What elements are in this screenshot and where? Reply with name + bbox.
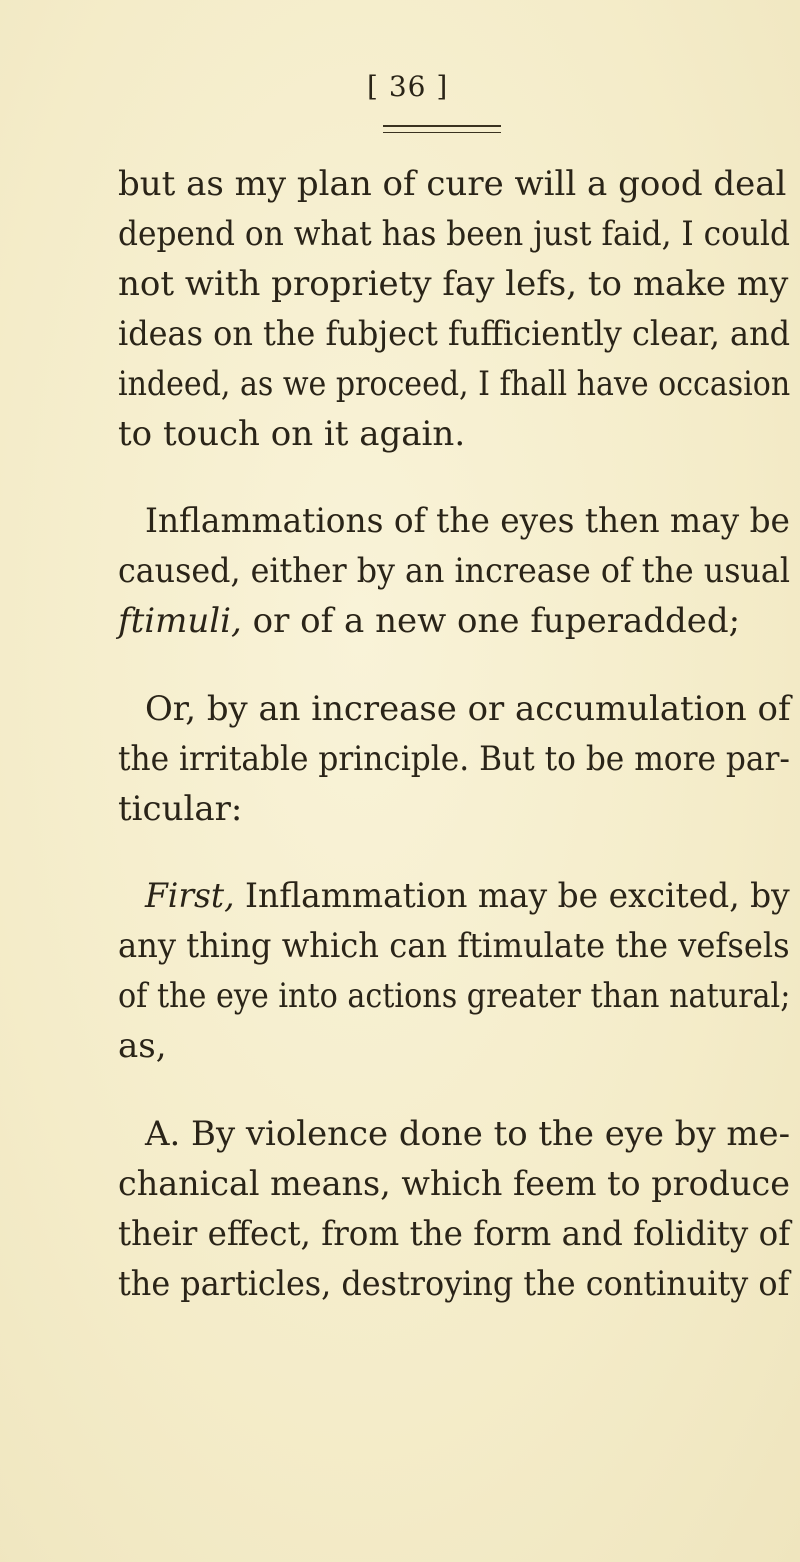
header-rule [383, 125, 501, 133]
text-run: Inflammation may be excited, by [234, 876, 790, 916]
text-line: not with propriety fay lefs, to make my [118, 264, 789, 304]
text-line: ideas on the fubject fufficiently clear, and [118, 314, 791, 354]
text-line: to touch on it again. [118, 414, 466, 454]
text-line [118, 602, 740, 640]
italic-term: ftimuli, [118, 601, 242, 641]
text-line: chanical means, which feem to produce [118, 1164, 791, 1204]
text-line: ticular: [118, 789, 243, 829]
text-line: the irritable principle. But to be more par- [118, 739, 790, 779]
text-line: any thing which can ftimulate the vefsels [118, 926, 790, 966]
text-line: their effect, from the form and folidity of [118, 1214, 791, 1254]
text-line: but as my plan of cure will a good deal [118, 164, 787, 204]
text-line: indeed, as we proceed, I fhall have occasion [118, 364, 791, 404]
text-line: depend on what has been just faid, I could [118, 214, 791, 254]
page-number: [ 36 ] [367, 70, 449, 103]
text-line: the particles, destroying the continuity of [118, 1264, 790, 1304]
text-line: of the eye into actions greater than natural; [118, 976, 791, 1016]
italic-term: First, [145, 876, 235, 916]
text-run: or of a new one fuperadded; [241, 601, 741, 641]
text-line: as, [118, 1026, 167, 1066]
text-line [145, 877, 790, 915]
text-line: Or, by an increase or accumulation of [145, 689, 791, 729]
text-line: A. By violence done to the eye by me- [145, 1114, 791, 1154]
text-line: Inflammations of the eyes then may be [145, 501, 790, 541]
text-line: caused, either by an increase of the usual [118, 551, 790, 591]
